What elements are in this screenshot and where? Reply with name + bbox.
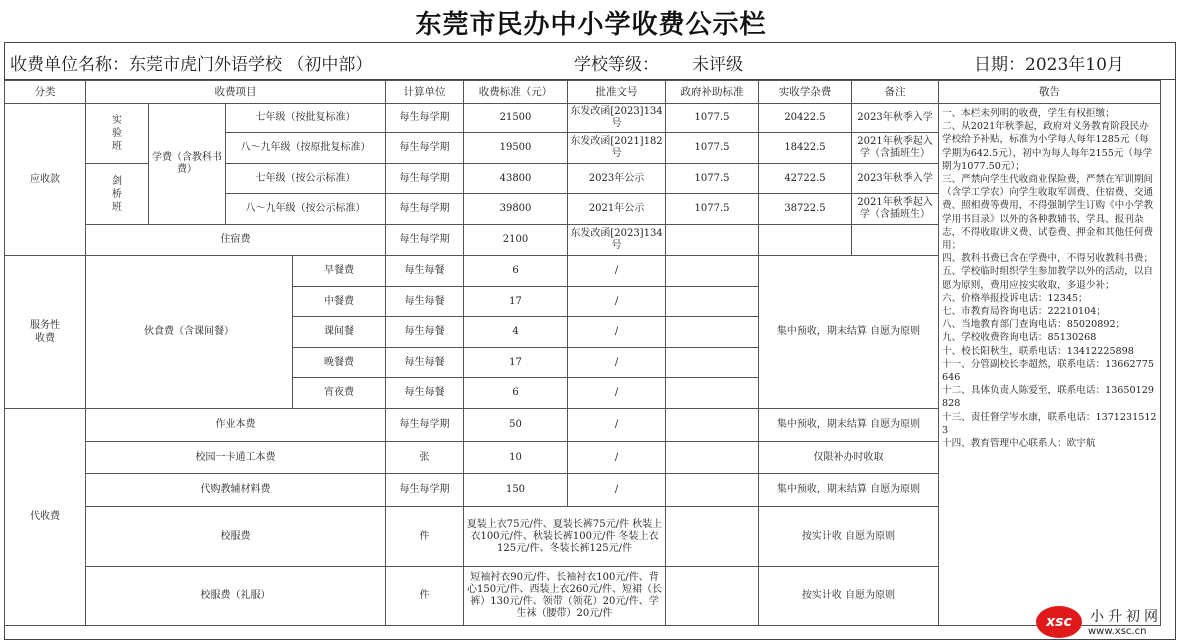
notice-item: 十、校长阳秋生，联系电话：13412225898 (942, 345, 1134, 357)
notice-item: 九、学校收费咨询电话：85130268 (942, 332, 1097, 344)
unit-cell: 每生每学期 (386, 474, 464, 507)
subsidy-cell: 1077.5 (666, 104, 759, 133)
subsidy-cell: 1077.5 (666, 194, 759, 225)
remark-cell: 集中预收，期末结算 自愿为原则 (759, 474, 939, 507)
formal-uniform-price-list: 短袖衬衣90元/件、长袖衬衣100元/件、背心150元/件、西装上衣260元/件、短裙（长裤）130元/件、领带（领花）20元/件、学生袜（腰带）20元/件 (464, 567, 666, 626)
header-approval: 批准文号 (568, 81, 666, 104)
remark-cell: 2023年秋季入学 (852, 164, 939, 194)
subsidy-cell (666, 567, 759, 626)
actual-cell (759, 225, 852, 256)
class-cambridge: 剑桥班 (86, 164, 149, 225)
approval-cell: / (568, 256, 666, 287)
remark-cell (852, 225, 939, 256)
grade-label: 八～九年级（按公示标准） (226, 194, 386, 225)
unit-cell: 件 (386, 567, 464, 626)
notice-item: 十二、具体负责人陈爱至，联系电话：13650129828 (942, 385, 1154, 410)
unit-cell: 每生每餐 (386, 348, 464, 378)
notice-item: 十四、教育管理中心联系人：欧宇航 (942, 438, 1096, 450)
unit-cell: 张 (386, 442, 464, 474)
remark-cell: 2021年秋季起入学（含插班生） (852, 194, 939, 225)
watermark-url: www.xsc.cn (1088, 626, 1147, 637)
header-actual: 实收学杂费 (759, 81, 852, 104)
actual-cell: 38722.5 (759, 194, 852, 225)
standard-cell: 4 (464, 317, 568, 348)
standard-cell: 17 (464, 287, 568, 317)
category-receivable: 应收款 (5, 104, 86, 256)
unit-cell: 每生每餐 (386, 317, 464, 348)
meal-group-label: 伙食费（含课间餐） (86, 256, 293, 409)
header-category: 分类 (5, 81, 86, 104)
actual-cell: 20422.5 (759, 104, 852, 133)
approval-cell: 东发改函[2021]182号 (568, 133, 666, 164)
dorm-fee-label: 住宿费 (86, 225, 386, 256)
approval-cell: / (568, 317, 666, 348)
notice-panel (939, 104, 1161, 626)
school-level-value: 未评级 (692, 55, 743, 75)
unit-cell: 每生每餐 (386, 378, 464, 409)
unit-cell: 每生每餐 (386, 256, 464, 287)
category-service: 服务性收费 (5, 256, 86, 409)
subsidy-cell (666, 348, 759, 378)
notice-item: 四、教科书费已含在学费中，不得另收教科书费； (942, 253, 1154, 265)
approval-cell: / (568, 409, 666, 442)
subsidy-cell (666, 378, 759, 409)
standard-cell: 17 (464, 348, 568, 378)
meal-item: 宵夜费 (293, 378, 386, 409)
standard-cell: 150 (464, 474, 568, 507)
grade-label: 八～九年级（按原批复标准） (226, 133, 386, 164)
fee-unit-name: 收费单位名称：东莞市虎门外语学校 （初中部） (10, 55, 373, 75)
watermark-site-name: 小升初网 (1090, 609, 1162, 625)
standard-cell: 19500 (464, 133, 568, 164)
standard-cell: 21500 (464, 104, 568, 133)
unit-cell: 每生每学期 (386, 194, 464, 225)
standard-cell: 10 (464, 442, 568, 474)
school-level-label: 学校等级： (574, 55, 659, 75)
agency-item: 校园一卡通工本费 (86, 442, 386, 474)
approval-cell: / (568, 442, 666, 474)
fee-table (4, 80, 1161, 626)
notice-item: 八、当地教育部门查询电话：85020892； (942, 319, 1126, 331)
standard-cell: 2100 (464, 225, 568, 256)
subsidy-cell: 1077.5 (666, 164, 759, 194)
unit-cell: 每生每学期 (386, 133, 464, 164)
approval-cell: / (568, 348, 666, 378)
unit-cell: 件 (386, 507, 464, 567)
subsidy-cell (666, 225, 759, 256)
approval-cell: 2023年公示 (568, 164, 666, 194)
approval-cell: / (568, 287, 666, 317)
header-unit: 计算单位 (386, 81, 464, 104)
unit-cell: 每生每学期 (386, 409, 464, 442)
class-experimental: 实验班 (86, 104, 149, 164)
notice-item: 十三、责任督学岑水康，联系电话：13712315123 (942, 411, 1157, 436)
subsidy-cell (666, 409, 759, 442)
subsidy-cell (666, 507, 759, 567)
agency-item: 代购教辅材料费 (86, 474, 386, 507)
approval-cell: 东发改函[2023]134号 (568, 104, 666, 133)
meal-item: 课间餐 (293, 317, 386, 348)
tuition-label: 学费（含教科书费） (149, 104, 226, 225)
notice-item: 五、学校临时组织学生参加教学以外的活动，以自愿为原则，费用应按实收取，多退少补； (942, 266, 1154, 291)
approval-cell: 2021年公示 (568, 194, 666, 225)
unit-cell: 每生每学期 (386, 104, 464, 133)
subsidy-cell (666, 474, 759, 507)
approval-cell: 东发改函[2023]134号 (568, 225, 666, 256)
grade-label: 七年级（按批复标准） (226, 104, 386, 133)
header-subsidy: 政府补助标准 (666, 81, 759, 104)
remark-cell: 按实计收 自愿为原则 (759, 507, 939, 567)
subsidy-cell (666, 442, 759, 474)
unit-cell: 每生每学期 (386, 164, 464, 194)
meal-item: 中餐费 (293, 287, 386, 317)
remark-cell: 集中预收，期末结算 自愿为原则 (759, 409, 939, 442)
actual-cell: 18422.5 (759, 133, 852, 164)
remark-cell: 2023年秋季入学 (852, 104, 939, 133)
standard-cell: 39800 (464, 194, 568, 225)
subsidy-cell: 1077.5 (666, 133, 759, 164)
subsidy-cell (666, 256, 759, 287)
notice-item: 一、本栏未列明的收费，学生有权拒缴； (942, 108, 1115, 119)
header-remark: 备注 (852, 81, 939, 104)
remark-cell: 按实计收 自愿为原则 (759, 567, 939, 626)
approval-cell: / (568, 474, 666, 507)
remark-cell: 2021年秋季起入学（含插班生） (852, 133, 939, 164)
meal-item: 晚餐费 (293, 348, 386, 378)
site-logo: xsc (1036, 606, 1082, 638)
standard-cell: 43800 (464, 164, 568, 194)
unit-cell: 每生每学期 (386, 225, 464, 256)
formal-uniform-fee-label: 校服费（礼服） (86, 567, 386, 626)
header-notice: 敬告 (939, 81, 1161, 104)
meal-item: 早餐费 (293, 256, 386, 287)
header-item: 收费项目 (86, 81, 386, 104)
notice-item: 十一、分管副校长李超然，联系电话：13662775646 (942, 358, 1154, 384)
header-standard: 收费标准（元） (464, 81, 568, 104)
grade-label: 七年级（按公示标准） (226, 164, 386, 194)
subsidy-cell (666, 317, 759, 348)
agency-item: 作业本费 (86, 409, 386, 442)
notice-item: 六、价格举报投诉电话：12345； (942, 292, 1088, 304)
standard-cell: 6 (464, 256, 568, 287)
category-agency: 代收费 (5, 409, 86, 626)
uniform-price-list: 夏装上衣75元/件、夏装长裤75元/件 秋装上衣100元/件、秋装长裤100元/件 冬装上衣125元/件、冬装长裤125元/件 (464, 507, 666, 567)
page-title: 东莞市民办中小学收费公示栏 (415, 10, 767, 40)
approval-cell: / (568, 378, 666, 409)
meal-remark: 集中预收，期末结算 自愿为原则 (759, 256, 939, 409)
actual-cell: 42722.5 (759, 164, 852, 194)
notice-item: 三、严禁向学生代收商业保险费，严禁在军训期间（含学工学农）向学生收取军训费、住宿费、交通费、照相费等费用，不得强制学生订购《中小学教学用书目录》以外的各种教辅书、学具、报刊杂志，不得收取讲义费、试卷费、押金和其他任何费用； (942, 174, 1154, 252)
unit-cell: 每生每餐 (386, 287, 464, 317)
publish-date: 日期：2023年10月 (974, 55, 1124, 75)
notice-item: 七、市教育局咨询电话：22210104； (942, 306, 1106, 318)
standard-cell: 50 (464, 409, 568, 442)
remark-cell: 仅限补办时收取 (759, 442, 939, 474)
uniform-fee-label: 校服费 (86, 507, 386, 567)
info-row (4, 42, 1176, 80)
standard-cell: 6 (464, 378, 568, 409)
subsidy-cell (666, 287, 759, 317)
notice-item: 二、从2021年秋季起，政府对义务教育阶段民办学校给予补贴，标准为小学每人每年1285元（每学期为642.5元），初中为每人每年2155元（每学期为1077.50元）； (942, 121, 1153, 172)
